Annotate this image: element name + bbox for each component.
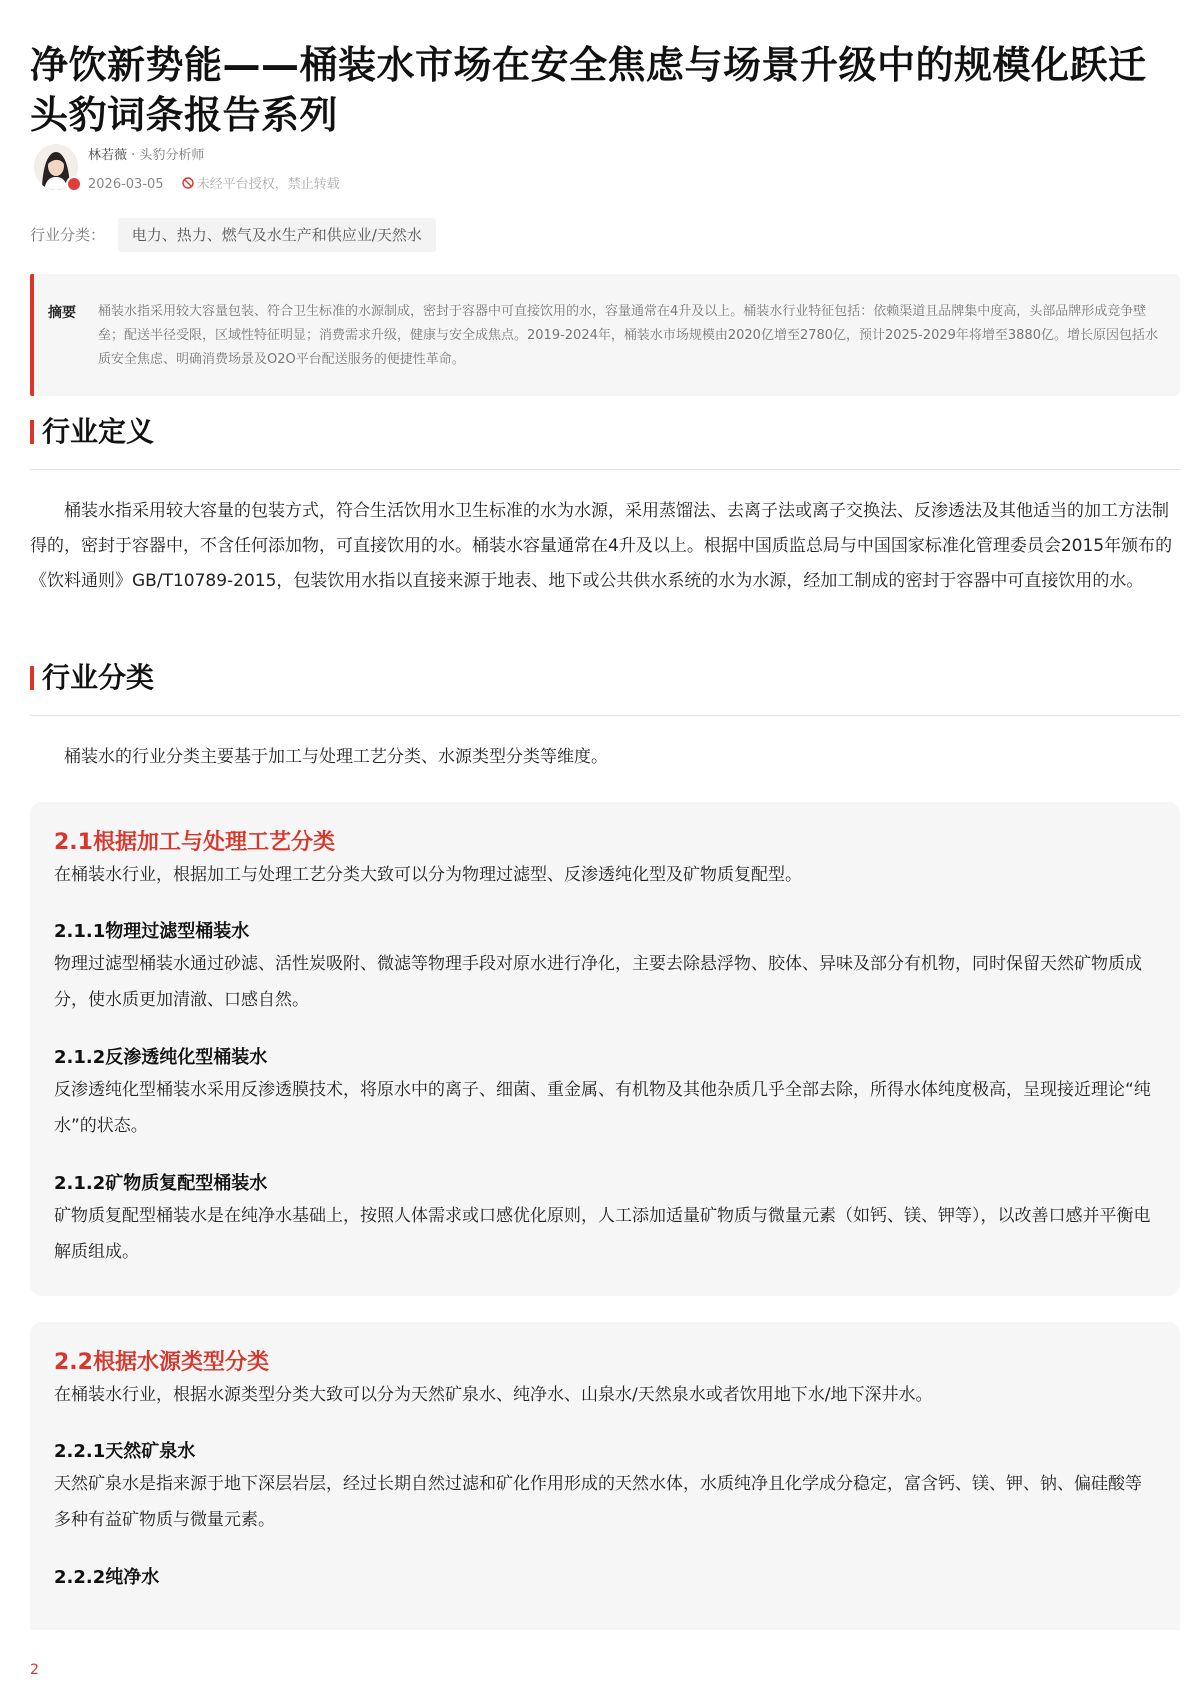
heading-accent-bar bbox=[30, 420, 34, 444]
subsection-title: 2.2.2纯净水 bbox=[54, 1567, 160, 1588]
prohibited-icon bbox=[182, 177, 194, 189]
category-label: 行业分类： bbox=[30, 226, 106, 244]
verified-badge-icon bbox=[66, 176, 82, 192]
heading-accent-bar bbox=[30, 666, 34, 690]
author-role: 头豹分析师 bbox=[139, 148, 205, 163]
category-tag[interactable]: 电力、热力、燃气及水生产和供应业/天然水 bbox=[118, 218, 436, 252]
abstract-label: 摘要 bbox=[48, 305, 76, 321]
copyright-notice bbox=[182, 177, 340, 192]
publish-date: 2026-03-05 bbox=[88, 177, 164, 192]
card-intro: 在桶装水行业，根据加工与处理工艺分类大致可以分为物理过滤型、反渗透纯化型及矿物质复配型。 bbox=[54, 865, 802, 885]
report-title-line2: 头豹词条报告系列 bbox=[30, 93, 339, 137]
copyright-notice-text: 未经平台授权，禁止转载 bbox=[196, 177, 340, 192]
subsection-title: 2.1.2反渗透纯化型桶装水 bbox=[54, 1047, 268, 1068]
meta-line bbox=[88, 173, 340, 192]
subsection-title: 2.2.1天然矿泉水 bbox=[54, 1441, 196, 1462]
subsection-title: 2.1.1物理过滤型桶装水 bbox=[54, 921, 250, 942]
subsection-text: 物理过滤型桶装水通过砂滤、活性炭吸附、微滤等物理手段对原水进行净化，主要去除悬浮物、胶体、异味及部分有机物，同时保留天然矿物质成分，使水质更加清澈、口感自然。 bbox=[54, 954, 1142, 1010]
card-title: 2.2根据水源类型分类 bbox=[54, 1350, 269, 1375]
author-separator: · bbox=[127, 148, 140, 163]
classification-paragraph: 桶装水的行业分类主要基于加工与处理工艺分类、水源类型分类等维度。 bbox=[64, 747, 608, 767]
card-intro: 在桶装水行业，根据水源类型分类大致可以分为天然矿泉水、纯净水、山泉水/天然泉水或者饮用地下水/地下深井水。 bbox=[54, 1385, 933, 1405]
author-block bbox=[30, 142, 530, 198]
abstract-text: 桶装水指采用较大容量包装、符合卫生标准的水源制成，密封于容器中可直接饮用的水，容量通常在4升及以上。桶装水行业特征包括：依赖渠道且品牌集中度高，头部品牌形成竞争壁垒；配送半径受限，区域性特征明显；消费需求升级，健康与安全成焦点。2019-2024年，桶装水市场规模由2020亿增至2780亿，预计2025-2029年将增至3880亿。增长原因包括水质安全焦虑、明确消费场景及O2O平台配送服务的便捷性革命。 bbox=[98, 304, 1158, 367]
card-source-classification bbox=[30, 1322, 1180, 1630]
subsection-text: 矿物质复配型桶装水是在纯净水基础上，按照人体需求或口感优化原则，人工添加适量矿物质与微量元素（如钙、镁、钾等），以改善口感并平衡电解质组成。 bbox=[54, 1206, 1151, 1262]
section-heading-definition bbox=[30, 410, 1180, 470]
industry-category bbox=[30, 218, 436, 252]
section-heading-text: 行业分类 bbox=[42, 661, 155, 694]
subsection-title: 2.1.2矿物质复配型桶装水 bbox=[54, 1173, 268, 1194]
report-title bbox=[30, 40, 1180, 140]
section-heading-text: 行业定义 bbox=[42, 415, 155, 448]
page-number: 2 bbox=[30, 1662, 39, 1678]
report-title-line1: 净饮新势能——桶装水市场在安全焦虑与场景升级中的规模化跃迁 bbox=[30, 43, 1147, 87]
author-name[interactable]: 林若薇 bbox=[88, 148, 128, 163]
definition-paragraph: 桶装水指采用较大容量的包装方式，符合生活饮用水卫生标准的水为水源，采用蒸馏法、去离子法或离子交换法、反渗透法及其他适当的加工方法制得的，密封于容器中，不含任何添加物，可直接饮用的水。桶装水容量通常在4升及以上。根据中国质监总局与中国国家标准化管理委员会2015年颁布的《饮料通则》GB/T10789-2015，包装饮用水指以直接来源于地表、地下或公共供水系统的水为水源，经加工制成的密封于容器中可直接饮用的水。 bbox=[30, 501, 1173, 591]
card-process-classification bbox=[30, 802, 1180, 1296]
subsection-text: 天然矿泉水是指来源于地下深层岩层，经过长期自然过滤和矿化作用形成的天然水体，水质纯净且化学成分稳定，富含钙、镁、钾、钠、偏硅酸等多种有益矿物质与微量元素。 bbox=[54, 1474, 1142, 1530]
author-line bbox=[88, 144, 204, 163]
abstract-box bbox=[30, 274, 1180, 396]
subsection-text: 反渗透纯化型桶装水采用反渗透膜技术，将原水中的离子、细菌、重金属、有机物及其他杂质几乎全部去除，所得水体纯度极高，呈现接近理论“纯水”的状态。 bbox=[54, 1080, 1151, 1136]
card-title: 2.1根据加工与处理工艺分类 bbox=[54, 830, 335, 855]
section-heading-classification bbox=[30, 656, 1180, 716]
